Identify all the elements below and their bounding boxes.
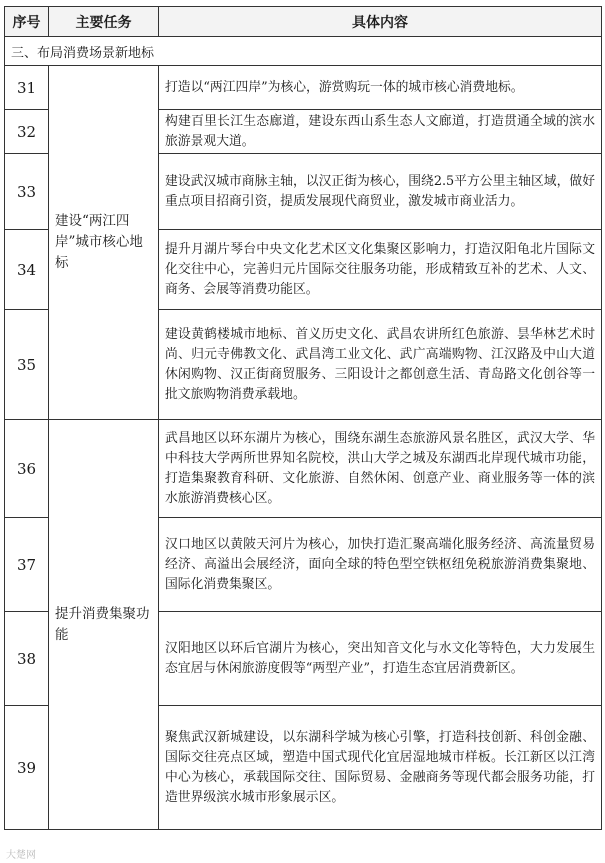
table-row (5, 420, 602, 518)
row-number: 34 (5, 230, 49, 310)
content-cell: 打造以“两江四岸”为核心，游赏购玩一体的城市核心消费地标。 (159, 66, 602, 110)
table-row (5, 66, 602, 110)
task-cell: 提升消费集聚功能 (49, 420, 159, 830)
header-task: 主要任务 (49, 7, 159, 37)
content-cell: 聚焦武汉新城建设，以东湖科学城为核心引擎，打造科技创新、科创金融、国际交往亮点区域，塑造中国式现代化宜居湿地城市样板。长江新区以江湾中心为核心，承载国际交往、国际贸易、金融商务等现代都会服务功能，打造世界级滨水城市形象展示区。 (159, 706, 602, 830)
row-number: 32 (5, 110, 49, 154)
task-cell: 建设“两江四岸”城市核心地标 (49, 66, 159, 420)
content-cell: 武昌地区以环东湖片为核心，围绕东湖生态旅游风景名胜区，武汉大学、华中科技大学两所世界知名院校，洪山大学之城及东湖西北岸现代城市功能，打造集聚教育科研、文化旅游、自然休闲、创意产业、商业服务等一体的滨水旅游消费核心区。 (159, 420, 602, 518)
header-row (5, 7, 602, 37)
content-cell: 汉阳地区以环后官湖片为核心，突出知音文化与水文化等特色，大力发展生态宜居与休闲旅游度假等“两型产业”，打造生态宜居消费新区。 (159, 612, 602, 706)
header-num: 序号 (5, 7, 49, 37)
watermark-logo: 大楚网 (6, 850, 36, 861)
content-cell: 提升月湖片琴台中央文化艺术区文化集聚区影响力，打造汉阳龟北片国际文化交往中心，完善归元片国际交往服务功能，形成精致互补的艺术、人文、商务、会展等消费功能区。 (159, 230, 602, 310)
row-number: 31 (5, 66, 49, 110)
row-number: 37 (5, 518, 49, 612)
task-table (4, 6, 602, 830)
content-cell: 建设武汉城市商脉主轴，以汉正街为核心，围绕2.5平方公里主轴区域，做好重点项目招商引资，提质发展现代商贸业，激发城市商业活力。 (159, 154, 602, 230)
row-number: 36 (5, 420, 49, 518)
content-cell: 汉口地区以黄陂天河片为核心，加快打造汇聚高端化服务经济、高流量贸易经济、高溢出会展经济，面向全球的特色型空铁枢纽免税旅游消费集聚地、国际化消费集聚区。 (159, 518, 602, 612)
row-number: 35 (5, 310, 49, 420)
row-number: 38 (5, 612, 49, 706)
row-number: 33 (5, 154, 49, 230)
section-row (5, 37, 602, 66)
row-number: 39 (5, 706, 49, 830)
content-cell: 建设黄鹤楼城市地标、首义历史文化、武昌农讲所红色旅游、昙华林艺术时尚、归元寺佛教文化、武昌湾工业文化、武广高端购物、江汉路及中山大道休闲购物、汉正街商贸服务、三阳设计之都创意生活、青岛路文化创谷等一批文旅购物消费承载地。 (159, 310, 602, 420)
content-cell: 构建百里长江生态廊道，建设东西山系生态人文廊道，打造贯通全域的滨水旅游景观大道。 (159, 110, 602, 154)
header-content: 具体内容 (159, 7, 602, 37)
section-title: 三、布局消费场景新地标 (5, 37, 602, 66)
